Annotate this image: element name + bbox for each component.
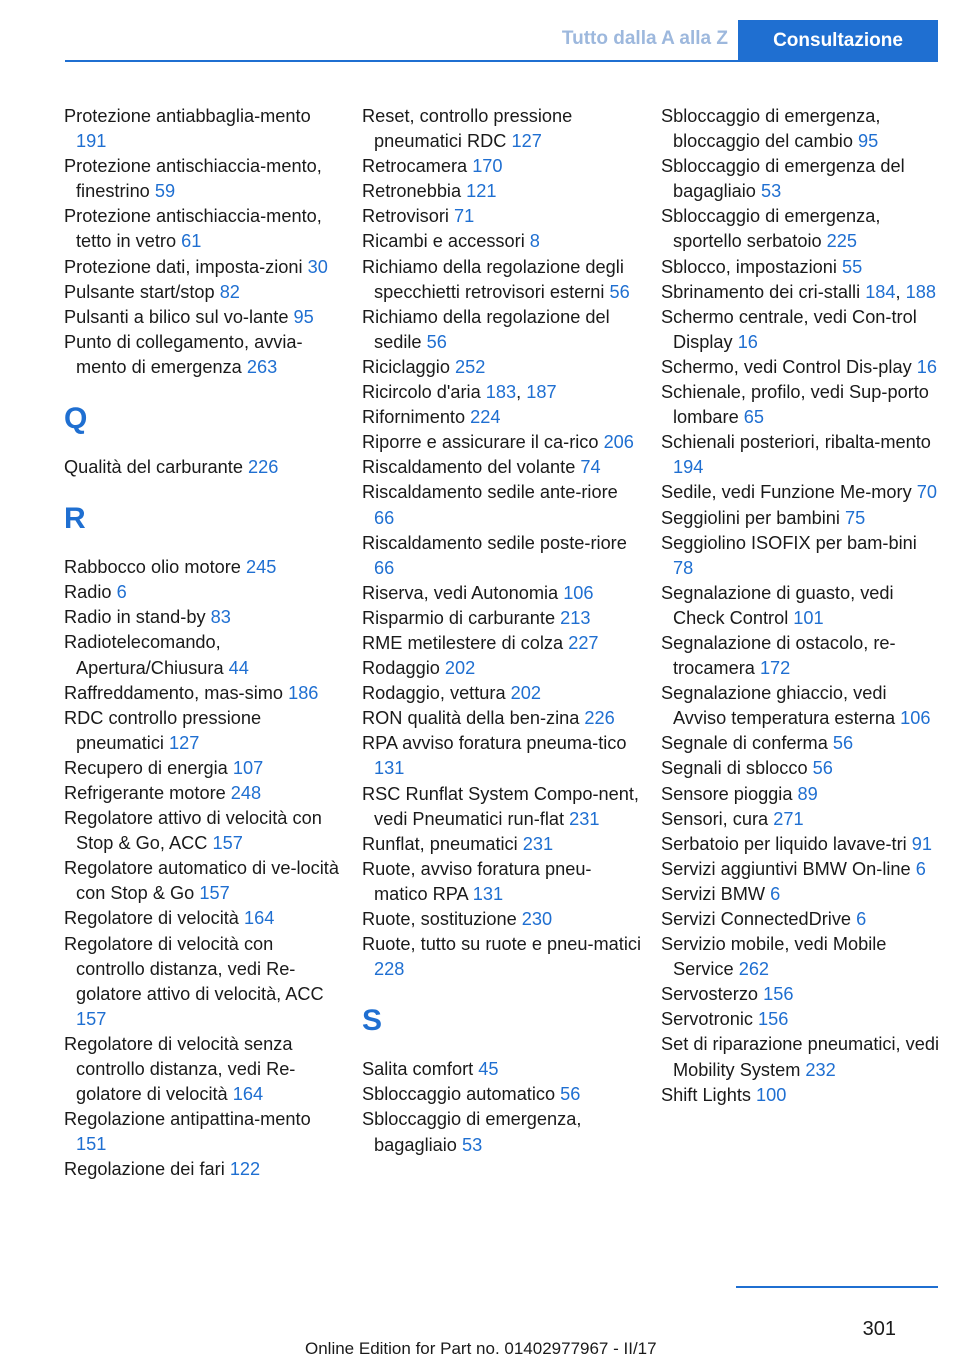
page-link[interactable]: 56 (426, 331, 447, 352)
page-link[interactable]: 164 (232, 1084, 264, 1105)
index-column-1 (64, 104, 344, 1182)
index-term: RPA avviso foratura pneuma-tico (362, 733, 627, 754)
index-term: Richiamo della regolazione degli specchietti retrovisori esterni (362, 256, 624, 302)
page-link[interactable]: 206 (603, 432, 634, 453)
index-entry (661, 380, 941, 430)
index-entry (64, 1032, 344, 1107)
index-term: Servizi BMW (661, 883, 771, 904)
page-link[interactable]: 6 (915, 858, 926, 879)
index-entry (661, 907, 941, 932)
index-term: Schermo centrale, vedi Con-trol Display (661, 306, 917, 352)
page-link[interactable]: 95 (858, 131, 879, 152)
index-term: Serbatoio per liquido lavave-tri (661, 833, 912, 854)
index-term: Sbloccaggio di emergenza del bagagliaio (661, 156, 905, 202)
page-link[interactable]: 8 (529, 231, 540, 252)
index-entry (362, 430, 642, 455)
page-link[interactable]: 59 (154, 181, 176, 202)
page-link[interactable]: 6 (770, 883, 781, 904)
index-entry (362, 204, 642, 229)
index-term: Reset, controllo pressione pneumatici RDC (362, 106, 573, 152)
index-term: Sbloccaggio automatico (362, 1084, 561, 1105)
page-link[interactable]: 227 (568, 632, 599, 653)
index-letter-heading: R (64, 502, 86, 536)
index-term: Rodaggio (362, 658, 445, 679)
page-link[interactable]: 56 (609, 281, 630, 302)
index-entry (362, 706, 642, 731)
index-term: Seggiolini per bambini (661, 507, 846, 528)
index-term: Schienali posteriori, ribalta-mento (661, 432, 931, 453)
index-entry (362, 782, 642, 832)
page-link[interactable]: 202 (510, 683, 541, 704)
page-link[interactable]: 170 (472, 156, 503, 177)
index-entry (64, 580, 344, 605)
index-term: Riciclaggio (362, 356, 455, 377)
index-entry (64, 455, 344, 480)
page-link[interactable]: 74 (580, 457, 601, 478)
index-entry (661, 731, 941, 756)
index-term: Sblocco, impostazioni (661, 256, 842, 277)
index-term: Riserva, vedi Autonomia (362, 582, 564, 603)
index-term: Seggiolino ISOFIX per bam-bini (661, 532, 917, 553)
page-link[interactable]: 194 (673, 457, 704, 478)
page-link[interactable]: 248 (230, 782, 262, 803)
index-term: RME metilestere di colza (362, 632, 569, 653)
page-link[interactable]: 6 (856, 909, 867, 929)
index-entry (362, 179, 642, 204)
page-link[interactable]: 262 (738, 959, 770, 980)
page-link[interactable]: 53 (461, 1134, 483, 1155)
index-entry (64, 806, 344, 856)
index-entry (362, 1107, 642, 1157)
index-entry (661, 204, 941, 254)
index-entry (64, 906, 344, 931)
index-term: Ricambi e accessori (362, 231, 530, 252)
page-link[interactable]: 202 (444, 658, 476, 679)
index-term: Sbloccaggio di emergenza, bloccaggio del cambio (661, 106, 881, 152)
page-link[interactable]: 45 (478, 1059, 499, 1080)
index-term: Sensori, cura (661, 808, 774, 829)
index-entry (362, 531, 642, 581)
index-term: Servizi ConnectedDrive (661, 909, 857, 929)
page-link[interactable]: 225 (826, 231, 858, 252)
page-link[interactable]: 156 (763, 984, 794, 1005)
index-term: Radiotelecomando, Apertura/Chiusura (64, 632, 229, 678)
page-link[interactable]: 61 (181, 231, 202, 252)
page-link[interactable]: 157 (199, 883, 230, 904)
index-entry (661, 1032, 941, 1082)
page-link[interactable]: 228 (374, 959, 405, 980)
index-entry (64, 781, 344, 806)
index-term: Regolatore di velocità senza controllo distanza, vedi Re-golatore di velocità (64, 1033, 296, 1105)
index-term: Shift Lights (661, 1084, 757, 1105)
index-entry (362, 731, 642, 781)
index-term: Schermo, vedi Control Dis-play (661, 356, 917, 377)
index-entry (362, 681, 642, 706)
footer-rule (736, 1286, 938, 1288)
index-term: Segnalazione di ostacolo, re-trocamera (661, 632, 896, 679)
page-link[interactable]: 16 (916, 356, 937, 377)
index-term: Regolazione dei fari (64, 1159, 230, 1180)
index-entry (661, 1007, 941, 1032)
index-term: Ruote, avviso foratura pneu-matico RPA (362, 858, 592, 904)
index-term: Punto di collegamento, avvia-mento di emergenza (64, 331, 303, 377)
page-link[interactable]: 83 (210, 607, 231, 628)
index-term: Ruote, sostituzione (362, 909, 522, 929)
index-entry (661, 882, 941, 907)
page-link[interactable]: 184 (865, 281, 896, 302)
index-entry (362, 355, 642, 380)
page-link[interactable]: 65 (743, 407, 764, 428)
index-term: Risparmio di carburante (362, 607, 561, 628)
page-link[interactable]: 231 (522, 833, 554, 854)
index-entry (362, 455, 642, 480)
page-link[interactable]: 44 (228, 657, 249, 678)
index-entry (362, 932, 642, 982)
page-link[interactable]: 56 (560, 1084, 581, 1105)
index-column-3 (661, 104, 941, 1108)
index-entry (661, 104, 941, 154)
page-link[interactable]: 191 (76, 131, 107, 152)
page-link[interactable]: 121 (466, 181, 497, 202)
page-link[interactable]: 187 (526, 382, 557, 403)
index-entry (661, 857, 941, 882)
index-term: Segnale di conferma (661, 733, 833, 754)
index-entry (661, 631, 941, 681)
page-number: 301 (862, 1318, 896, 1340)
page-link[interactable]: 127 (511, 131, 542, 152)
index-entry (661, 480, 941, 505)
page-link[interactable]: 245 (245, 557, 277, 578)
page-link[interactable]: 186 (288, 682, 319, 703)
index-term: Retronebbia (362, 181, 467, 202)
index-entry (64, 932, 344, 1032)
index-entry (661, 756, 941, 781)
header-rule (65, 60, 938, 62)
index-letter-heading: Q (64, 402, 88, 436)
index-term: Regolatore di velocità (64, 908, 244, 929)
page-header (0, 0, 960, 62)
page-link[interactable]: 271 (773, 808, 804, 829)
index-entry (362, 480, 642, 530)
page-link[interactable]: 78 (673, 557, 694, 578)
index-term: Pulsanti a bilico sul vo-lante (64, 306, 294, 327)
index-entry (362, 631, 642, 656)
index-term: Segnali di sblocco (661, 758, 813, 779)
index-entry (64, 154, 344, 204)
index-term: Sbrinamento dei cri-stalli (661, 281, 866, 302)
page-link[interactable]: 16 (737, 331, 758, 352)
page-link[interactable]: 183 (485, 382, 517, 403)
index-term: Riscaldamento sedile poste-riore (362, 532, 627, 553)
page-link[interactable]: 56 (832, 733, 854, 754)
index-term: Regolazione antipattina-mento (64, 1109, 311, 1130)
index-entry (362, 229, 642, 254)
page-link[interactable]: 53 (760, 181, 782, 202)
index-letter-heading: S (362, 1004, 383, 1038)
page-link[interactable]: 100 (756, 1084, 787, 1105)
index-entry (362, 656, 642, 681)
page-link[interactable]: 6 (116, 582, 127, 603)
page-link[interactable]: 89 (797, 783, 818, 804)
page-link[interactable]: 95 (293, 306, 314, 327)
index-entry (362, 104, 642, 154)
page-link[interactable]: 75 (845, 507, 866, 528)
index-term: Retrocamera (362, 156, 473, 177)
index-term: Protezione dati, imposta-zioni (64, 256, 308, 277)
index-entry (362, 832, 642, 857)
page-link[interactable]: 107 (232, 757, 264, 778)
index-entry (64, 1107, 344, 1157)
index-entry (661, 531, 941, 581)
page-link[interactable]: 127 (169, 732, 200, 753)
index-term: Runflat, pneumatici (362, 833, 523, 854)
index-term: Ricircolo d'aria (362, 382, 486, 403)
index-entry (64, 681, 344, 706)
page-link[interactable]: 82 (219, 281, 240, 302)
index-term: Rodaggio, vettura (362, 683, 511, 704)
index-entry (64, 204, 344, 254)
index-entry (661, 1083, 941, 1108)
index-term: Protezione antischiaccia-mento, finestrino (64, 156, 322, 202)
index-term: Richiamo della regolazione del sedile (362, 306, 610, 352)
page-link[interactable]: 213 (560, 607, 591, 628)
index-entry (661, 681, 941, 731)
index-term: RSC Runflat System Compo-nent, vedi Pneumatici run-flat (362, 783, 639, 829)
index-term: Segnalazione di guasto, vedi Check Control (661, 582, 894, 628)
index-entry (362, 1057, 642, 1082)
index-term: Servotronic (661, 1009, 759, 1030)
index-term: Riscaldamento del volante (362, 457, 581, 478)
index-entry: Ricircolo d'aria 183, 187 (362, 382, 557, 403)
index-entry (64, 706, 344, 756)
page-link[interactable]: 66 (374, 557, 395, 578)
index-column-2 (362, 104, 642, 1158)
page-link[interactable]: 91 (911, 833, 932, 854)
index-term: RON qualità della ben-zina (362, 708, 585, 729)
index-entry (64, 280, 344, 305)
section-title: Tutto dalla A alla Z (561, 28, 728, 49)
index-term: Servizi aggiuntivi BMW On-line (661, 858, 916, 879)
index-entry (64, 756, 344, 781)
index-entry (362, 255, 642, 305)
page-link[interactable]: 188 (905, 281, 937, 302)
index-term: Ruote, tutto su ruote e pneu-matici (362, 934, 642, 955)
index-term: Riscaldamento sedile ante-riore (362, 482, 618, 503)
index-entry (661, 355, 941, 380)
page-link[interactable]: 156 (758, 1009, 789, 1030)
page-link[interactable]: 231 (569, 808, 600, 829)
index-entry (661, 581, 941, 631)
page-link[interactable]: 226 (584, 708, 615, 729)
page-link[interactable]: 252 (455, 356, 486, 377)
page-link[interactable]: 263 (246, 356, 278, 377)
index-entry (362, 305, 642, 355)
index-term: Qualità del carburante (64, 457, 249, 478)
index-entry (64, 255, 344, 280)
index-term: Servizio mobile, vedi Mobile Service (661, 934, 887, 980)
page-link[interactable]: 232 (805, 1059, 836, 1080)
index-term: Servosterzo (661, 984, 764, 1005)
page-link[interactable]: 56 (812, 758, 833, 779)
index-entry (661, 430, 941, 480)
index-term: Rabbocco olio motore (64, 557, 246, 578)
index-entry (64, 630, 344, 680)
index-term: Raffreddamento, mas-simo (64, 682, 289, 703)
index-term: Sbloccaggio di emergenza, bagagliaio (362, 1109, 582, 1155)
index-entry (362, 857, 642, 907)
index-entry (362, 1082, 642, 1107)
index-term: Sbloccaggio di emergenza, sportello serbatoio (661, 206, 881, 252)
page-link[interactable]: 55 (841, 256, 863, 277)
page-link[interactable]: 226 (248, 457, 279, 478)
page-link[interactable]: 71 (453, 206, 475, 227)
index-term: Regolatore automatico di ve-locità con Stop & Go (64, 858, 339, 904)
index-entry (661, 982, 941, 1007)
index-term: Recupero di energia (64, 757, 233, 778)
page-link[interactable]: 157 (76, 1008, 107, 1029)
page-link[interactable]: 131 (374, 758, 405, 779)
page-link[interactable]: 151 (76, 1134, 107, 1155)
index-entry (362, 154, 642, 179)
index-term: Radio (64, 582, 117, 603)
index-entry (661, 782, 941, 807)
index-term: Sedile, vedi Funzione Me-mory (661, 482, 917, 503)
index-entry (661, 506, 941, 531)
index-term: Protezione antiabbaglia-mento (64, 106, 311, 126)
index-entry (362, 606, 642, 631)
index-entry: Sbrinamento dei cri-stalli 184, 188 (661, 281, 937, 302)
index-entry (362, 581, 642, 606)
index-term: Set di riparazione pneumatici, vedi Mobility System (661, 1034, 940, 1080)
index-entry (64, 555, 344, 580)
page-link[interactable]: 122 (229, 1159, 261, 1180)
page-link[interactable]: 131 (472, 883, 504, 904)
index-term: RDC controllo pressione pneumatici (64, 707, 262, 753)
edition-note: Online Edition for Part no. 01402977967 - II/17 (305, 1339, 657, 1358)
index-term: Refrigerante motore (64, 782, 231, 803)
page-link[interactable]: 157 (212, 833, 243, 854)
index-entry (661, 305, 941, 355)
index-entry (64, 605, 344, 630)
index-entry (661, 832, 941, 857)
page-link[interactable]: 66 (374, 507, 395, 528)
index-term: Retrovisori (362, 206, 454, 227)
chapter-tab: Consultazione (738, 20, 938, 62)
index-entry (661, 932, 941, 982)
index-entry (64, 305, 344, 330)
index-entry (661, 807, 941, 832)
page-link[interactable]: 224 (470, 407, 501, 428)
index-entry (64, 856, 344, 906)
index-term: Radio in stand-by (64, 607, 211, 628)
index-term: Protezione antischiaccia-mento, tetto in vetro (64, 206, 322, 252)
page-link[interactable]: 230 (521, 909, 553, 929)
index-term: Regolatore attivo di velocità con Stop & Go, ACC (64, 808, 322, 854)
index-term: Schienale, profilo, vedi Sup-porto lombare (661, 382, 929, 428)
index-term: Riporre e assicurare il ca-rico (362, 432, 604, 453)
index-term: Regolatore di velocità con controllo distanza, vedi Re-golatore attivo di velocità, ACC (64, 933, 324, 1004)
index-entry (661, 255, 941, 280)
index-term: Segnalazione ghiaccio, vedi Avviso temperatura esterna (661, 683, 901, 729)
index-entry (661, 154, 941, 204)
index-entry (362, 907, 642, 932)
page-link[interactable]: 106 (563, 582, 594, 603)
index-term: Pulsante start/stop (64, 281, 220, 302)
index-entry (64, 330, 344, 380)
index-entry (64, 1157, 344, 1182)
page-link[interactable]: 30 (307, 256, 328, 277)
index-term: Rifornimento (362, 407, 471, 428)
page-link[interactable]: 101 (793, 607, 824, 628)
index-entry (362, 405, 642, 430)
index-entry (64, 104, 344, 154)
page-link[interactable]: 106 (900, 708, 931, 729)
index-term: Sensore pioggia (661, 783, 798, 804)
page-link[interactable]: 70 (916, 482, 937, 503)
page-link[interactable]: 172 (759, 658, 791, 679)
page-link[interactable]: 164 (243, 908, 275, 929)
index-term: Salita comfort (362, 1059, 479, 1080)
